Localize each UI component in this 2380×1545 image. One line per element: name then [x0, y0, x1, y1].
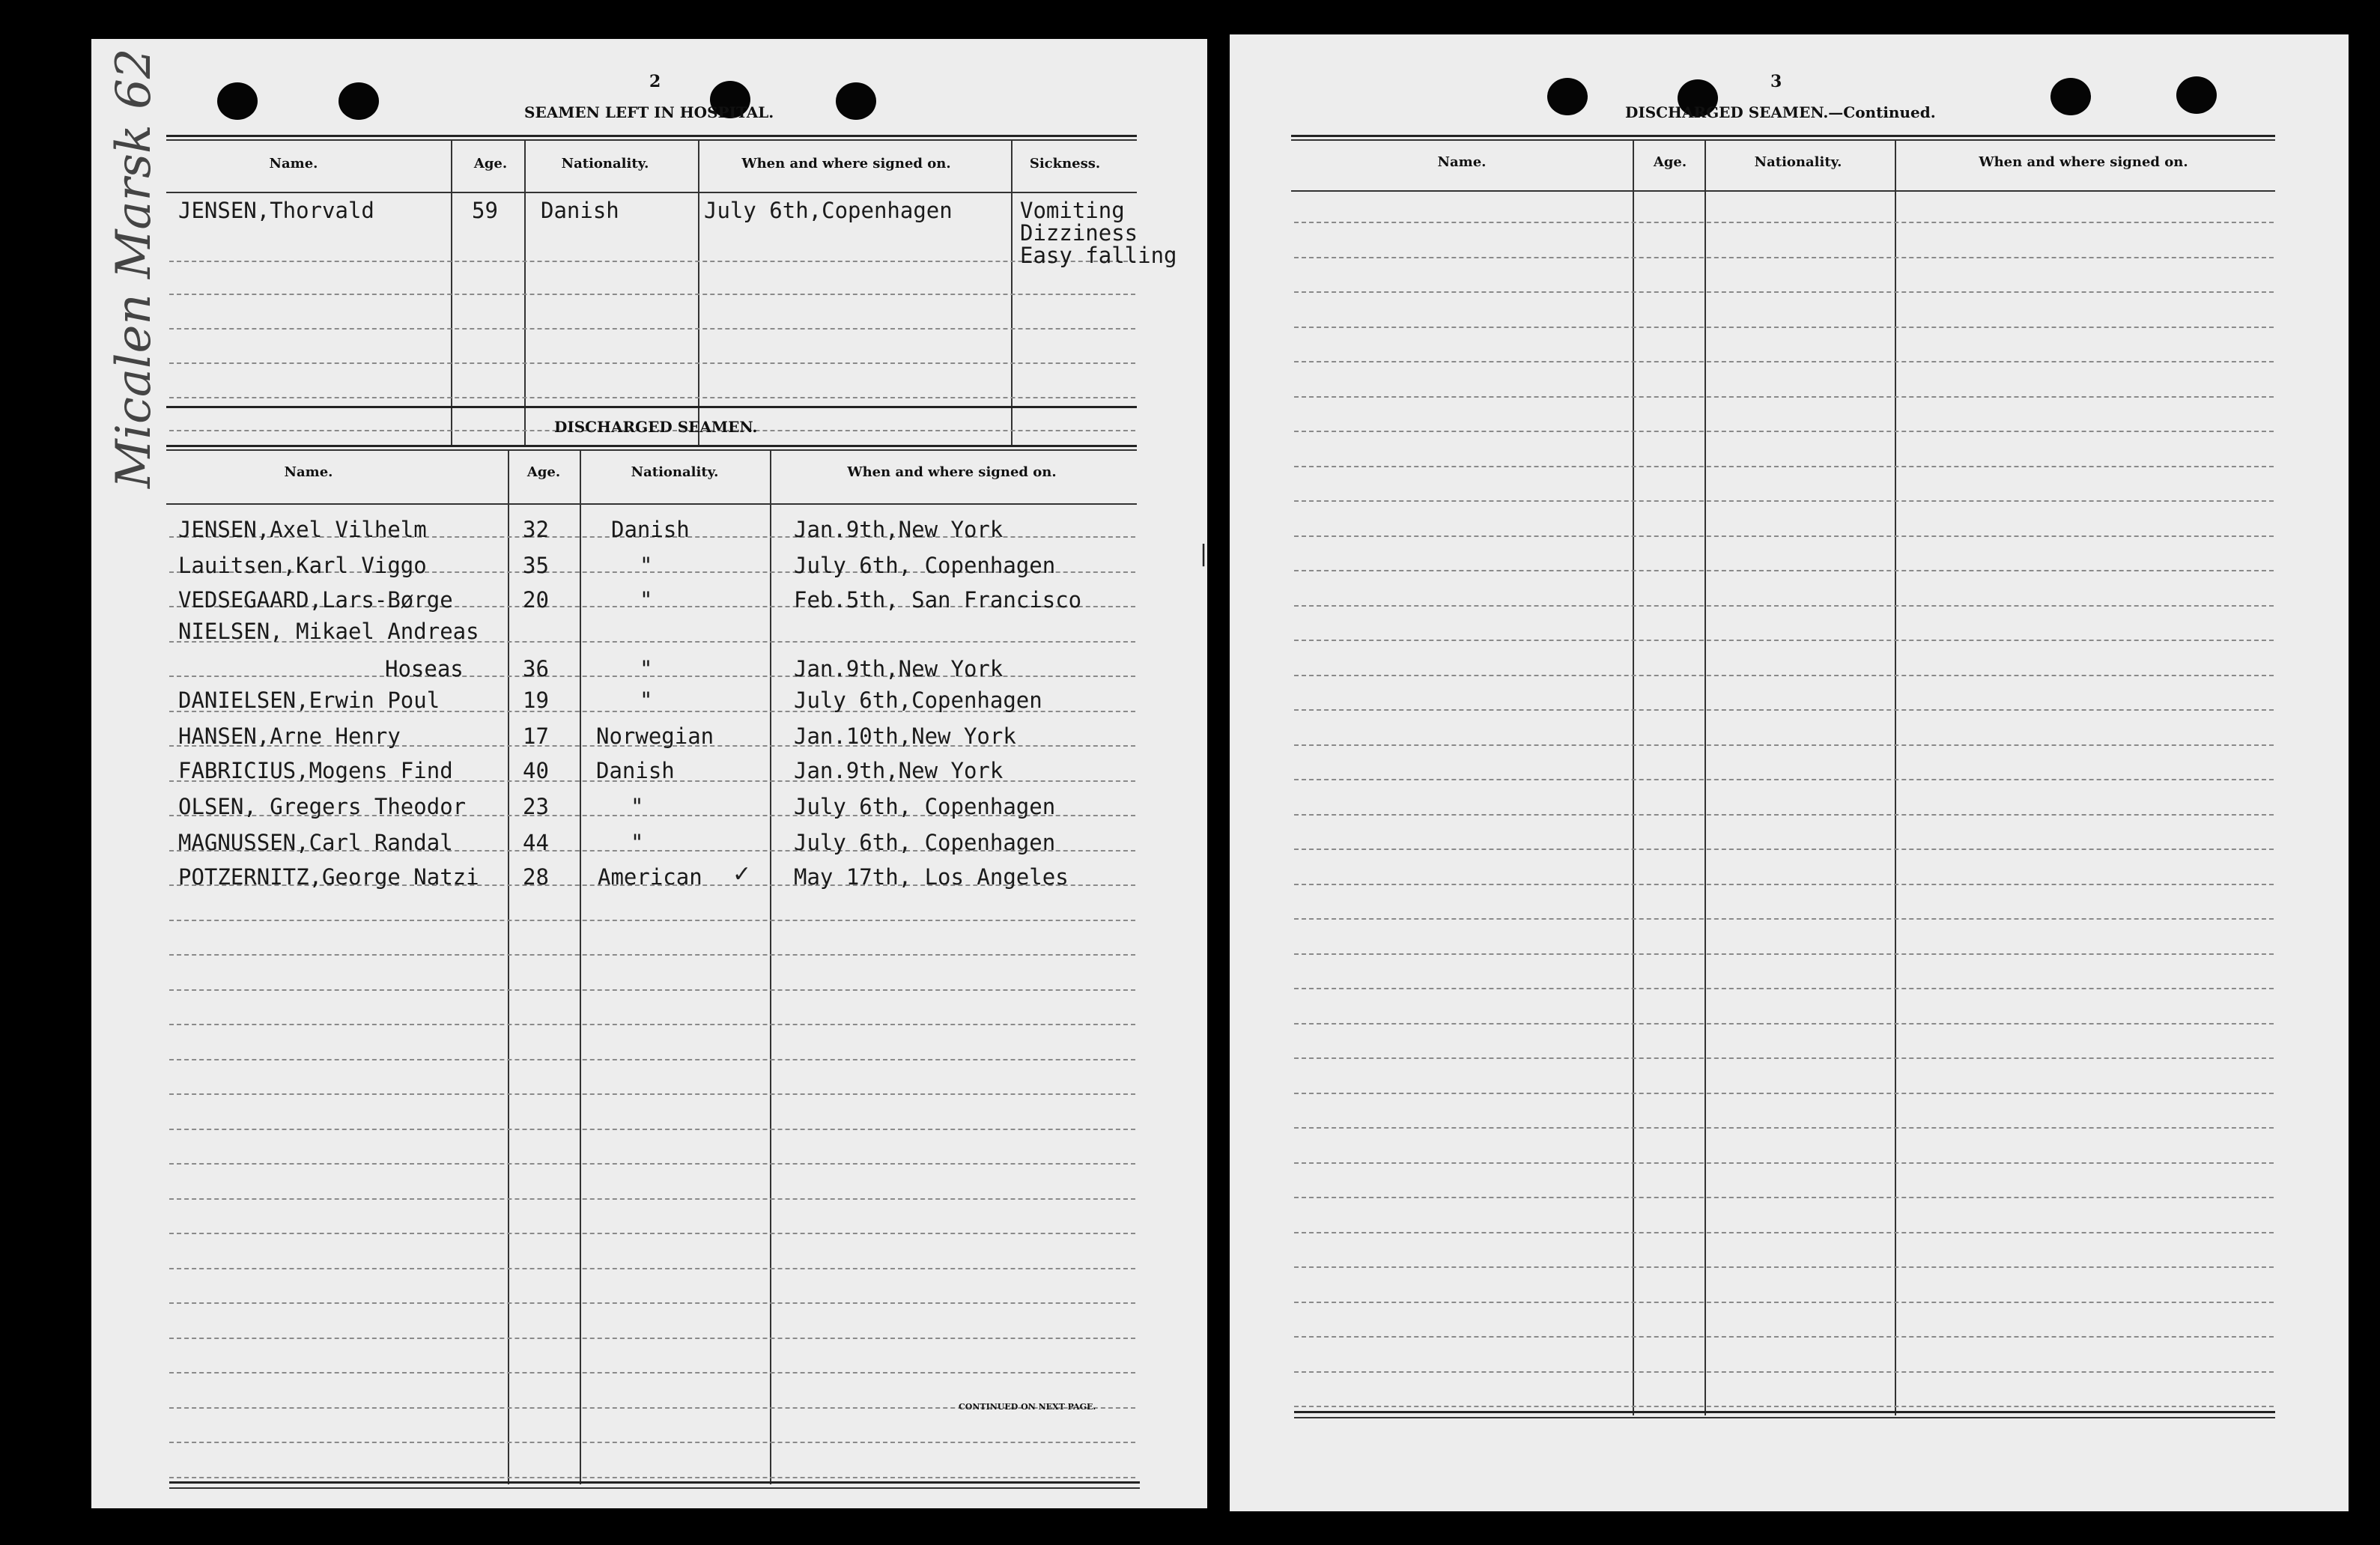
- discharged-signed-on-11: May 17th, Los Angeles: [794, 864, 1069, 890]
- row-rule: [1294, 709, 2274, 711]
- row-rule: [169, 1129, 1135, 1130]
- row-rule: [169, 1024, 1135, 1025]
- discharged-name-3: VEDSEGAARD,Lars-Børge: [178, 587, 453, 613]
- row-rule: [1294, 814, 2274, 816]
- discharged-continued-title: DISCHARGED SEAMEN.—Continued.: [1625, 103, 1936, 121]
- row-rule: [169, 328, 1135, 330]
- hospital-section-title: SEAMEN LEFT IN HOSPITAL.: [524, 103, 774, 121]
- discharged-name-7: HANSEN,Arne Henry: [178, 723, 401, 749]
- row-rule: [1294, 1266, 2274, 1268]
- row-rule: [169, 920, 1135, 921]
- row-rule: [1294, 222, 2274, 223]
- row-rule: [169, 1302, 1135, 1304]
- table-rule: [166, 503, 1137, 505]
- row-rule: [169, 1372, 1135, 1373]
- row-rule: [1294, 953, 2274, 955]
- row-rule: [1294, 570, 2274, 571]
- continued-footer: CONTINUED ON NEXT PAGE.: [959, 1402, 1096, 1412]
- row-rule: [169, 1268, 1135, 1269]
- row-rule: [169, 954, 1135, 956]
- row-rule: [169, 1338, 1135, 1339]
- discharged-age-10: 44: [523, 830, 549, 855]
- discharged-age-3: 20: [523, 587, 549, 613]
- row-rule: [1294, 327, 2274, 328]
- discharged-signed-on-3: Feb.5th, San Francisco: [794, 587, 1082, 613]
- left-page: [91, 39, 1207, 1508]
- discharged-signed-on-6: July 6th,Copenhagen: [794, 687, 1042, 713]
- discharged-name-9: OLSEN, Gregers Theodor: [178, 794, 467, 819]
- row-rule: [1294, 257, 2274, 258]
- discharged-name-8: FABRICIUS,Mogens Find: [178, 758, 453, 783]
- discharged-age-1: 32: [523, 517, 549, 542]
- discharged-name-10: MAGNUSSEN,Carl Randal: [178, 830, 453, 855]
- row-rule: [1294, 1197, 2274, 1198]
- hospital-sickness-3: Easy falling: [1020, 243, 1177, 268]
- table-rule: [166, 445, 1137, 447]
- hospital-nationality: Danish: [541, 198, 619, 223]
- table-rule: [1291, 135, 2275, 137]
- right-page: [1200, 34, 2349, 1511]
- row-rule: [169, 1093, 1135, 1095]
- hospital-signed-on: July 6th,Copenhagen: [704, 198, 953, 223]
- row-rule: [1294, 918, 2274, 920]
- hospital-name: JENSEN,Thorvald: [178, 198, 374, 223]
- right-header-name: Name.: [1437, 154, 1487, 170]
- table-rule: [1291, 190, 2275, 192]
- page-number: 3: [1770, 72, 1782, 91]
- discharged-nationality-3: ": [640, 587, 653, 613]
- row-rule: [169, 1163, 1135, 1165]
- row-rule: [1294, 431, 2274, 432]
- row-rule: [1294, 988, 2274, 989]
- margin-mark: |: [1200, 541, 1208, 567]
- discharged-signed-on-8: Jan.9th,New York: [794, 758, 1004, 783]
- table-rule: [166, 406, 1137, 408]
- hospital-header-nationality: Nationality.: [561, 156, 649, 172]
- discharged-name-1: JENSEN,Axel Vilhelm: [178, 517, 427, 542]
- row-rule: [1294, 675, 2274, 676]
- row-rule: [1294, 605, 2274, 607]
- row-rule: [169, 1233, 1135, 1234]
- discharged-nationality-8: Danish: [596, 758, 675, 783]
- row-rule: [1294, 1302, 2274, 1303]
- row-rule: [1294, 291, 2274, 293]
- row-rule: [1294, 535, 2274, 537]
- row-rule: [169, 397, 1135, 398]
- check-mark: ✓: [732, 861, 752, 887]
- margin-handwriting: Micalen Marsk 62: [106, 48, 162, 488]
- row-rule: [1294, 396, 2274, 398]
- right-header-age: Age.: [1653, 154, 1687, 170]
- table-rule: [166, 135, 1137, 137]
- punch-hole: [217, 82, 258, 120]
- punch-hole: [2050, 78, 2091, 115]
- table-rule: [169, 1487, 1140, 1489]
- discharged-header-age: Age.: [526, 464, 561, 480]
- hospital-sickness-2: Dizziness: [1020, 220, 1138, 246]
- discharged-nationality-6: ": [640, 687, 653, 713]
- punch-hole: [836, 82, 876, 120]
- discharged-header-signed-on: When and where signed on.: [847, 464, 1057, 480]
- row-rule: [169, 261, 1135, 262]
- discharged-age-9: 23: [523, 794, 549, 819]
- discharged-signed-on-1: Jan.9th,New York: [794, 517, 1004, 542]
- column-divider: [1633, 141, 1634, 1415]
- row-rule: [169, 1477, 1135, 1478]
- discharged-signed-on-7: Jan.10th,New York: [794, 723, 1016, 749]
- row-rule: [1294, 361, 2274, 362]
- discharged-signed-on-2: July 6th, Copenhagen: [794, 553, 1056, 578]
- hospital-sickness-1: Vomiting: [1020, 198, 1125, 223]
- hospital-header-sickness: Sickness.: [1029, 156, 1101, 172]
- row-rule: [1294, 1093, 2274, 1094]
- row-rule: [169, 1059, 1135, 1060]
- discharged-age-2: 35: [523, 553, 549, 578]
- discharged-name-4: NIELSEN, Mikael Andreas: [178, 619, 479, 644]
- row-rule: [1294, 500, 2274, 502]
- table-rule: [169, 1481, 1140, 1484]
- discharged-nationality-1: Danish: [611, 517, 690, 542]
- discharged-name-5: Hoseas: [385, 656, 464, 682]
- row-rule: [169, 1442, 1135, 1443]
- row-rule: [1294, 640, 2274, 641]
- right-header-signed-on: When and where signed on.: [1979, 154, 2188, 170]
- discharged-nationality-10: ": [631, 830, 644, 855]
- hospital-header-signed-on: When and where signed on.: [741, 156, 951, 172]
- row-rule: [1294, 1406, 2274, 1407]
- row-rule: [1294, 1232, 2274, 1233]
- row-rule: [169, 989, 1135, 991]
- discharged-signed-on-10: July 6th, Copenhagen: [794, 830, 1056, 855]
- row-rule: [1294, 779, 2274, 780]
- row-rule: [1294, 744, 2274, 746]
- discharged-age-7: 17: [523, 723, 549, 749]
- row-rule: [1294, 1057, 2274, 1059]
- row-rule: [1294, 1127, 2274, 1129]
- discharged-nationality-9: ": [631, 794, 644, 819]
- row-rule: [1294, 466, 2274, 467]
- table-rule: [1291, 139, 2275, 141]
- page-number: 2: [649, 72, 661, 91]
- hospital-age: 59: [472, 198, 498, 223]
- table-rule: [1294, 1417, 2275, 1418]
- column-divider: [1704, 141, 1706, 1415]
- table-rule: [166, 139, 1137, 141]
- row-rule: [169, 1198, 1135, 1200]
- discharged-nationality-11: American: [598, 864, 702, 890]
- hospital-header-name: Name.: [269, 156, 318, 172]
- discharged-nationality-7: Norwegian: [596, 723, 714, 749]
- row-rule: [1294, 849, 2274, 850]
- discharged-nationality-2: ": [640, 553, 653, 578]
- row-rule: [1294, 1371, 2274, 1373]
- right-header-nationality: Nationality.: [1754, 154, 1842, 170]
- discharged-header-nationality: Nationality.: [631, 464, 719, 480]
- row-rule: [1294, 1023, 2274, 1025]
- row-rule: [1294, 1162, 2274, 1164]
- discharged-name-2: Lauitsen,Karl Viggo: [178, 553, 427, 578]
- row-rule: [1294, 884, 2274, 885]
- table-rule: [166, 192, 1137, 193]
- hospital-header-age: Age.: [473, 156, 508, 172]
- discharged-age-6: 19: [523, 687, 549, 713]
- punch-hole: [339, 82, 379, 120]
- discharged-age-11: 28: [523, 864, 549, 890]
- table-rule: [166, 449, 1137, 451]
- discharged-nationality-5: ": [640, 656, 653, 682]
- column-divider: [1895, 141, 1896, 1415]
- row-rule: [169, 294, 1135, 295]
- row-rule: [169, 362, 1135, 364]
- discharged-name-6: DANIELSEN,Erwin Poul: [178, 687, 440, 713]
- table-rule: [1294, 1411, 2275, 1413]
- discharged-signed-on-5: Jan.9th,New York: [794, 656, 1004, 682]
- punch-hole: [1547, 78, 1588, 115]
- discharged-name-11: POTZERNITZ,George Natzi: [178, 864, 479, 890]
- discharged-section-title: DISCHARGED SEAMEN.: [554, 418, 758, 436]
- discharged-age-8: 40: [523, 758, 549, 783]
- discharged-signed-on-9: July 6th, Copenhagen: [794, 794, 1056, 819]
- discharged-header-name: Name.: [284, 464, 333, 480]
- discharged-age-5: 36: [523, 656, 549, 682]
- row-rule: [1294, 1336, 2274, 1338]
- punch-hole: [2176, 76, 2217, 114]
